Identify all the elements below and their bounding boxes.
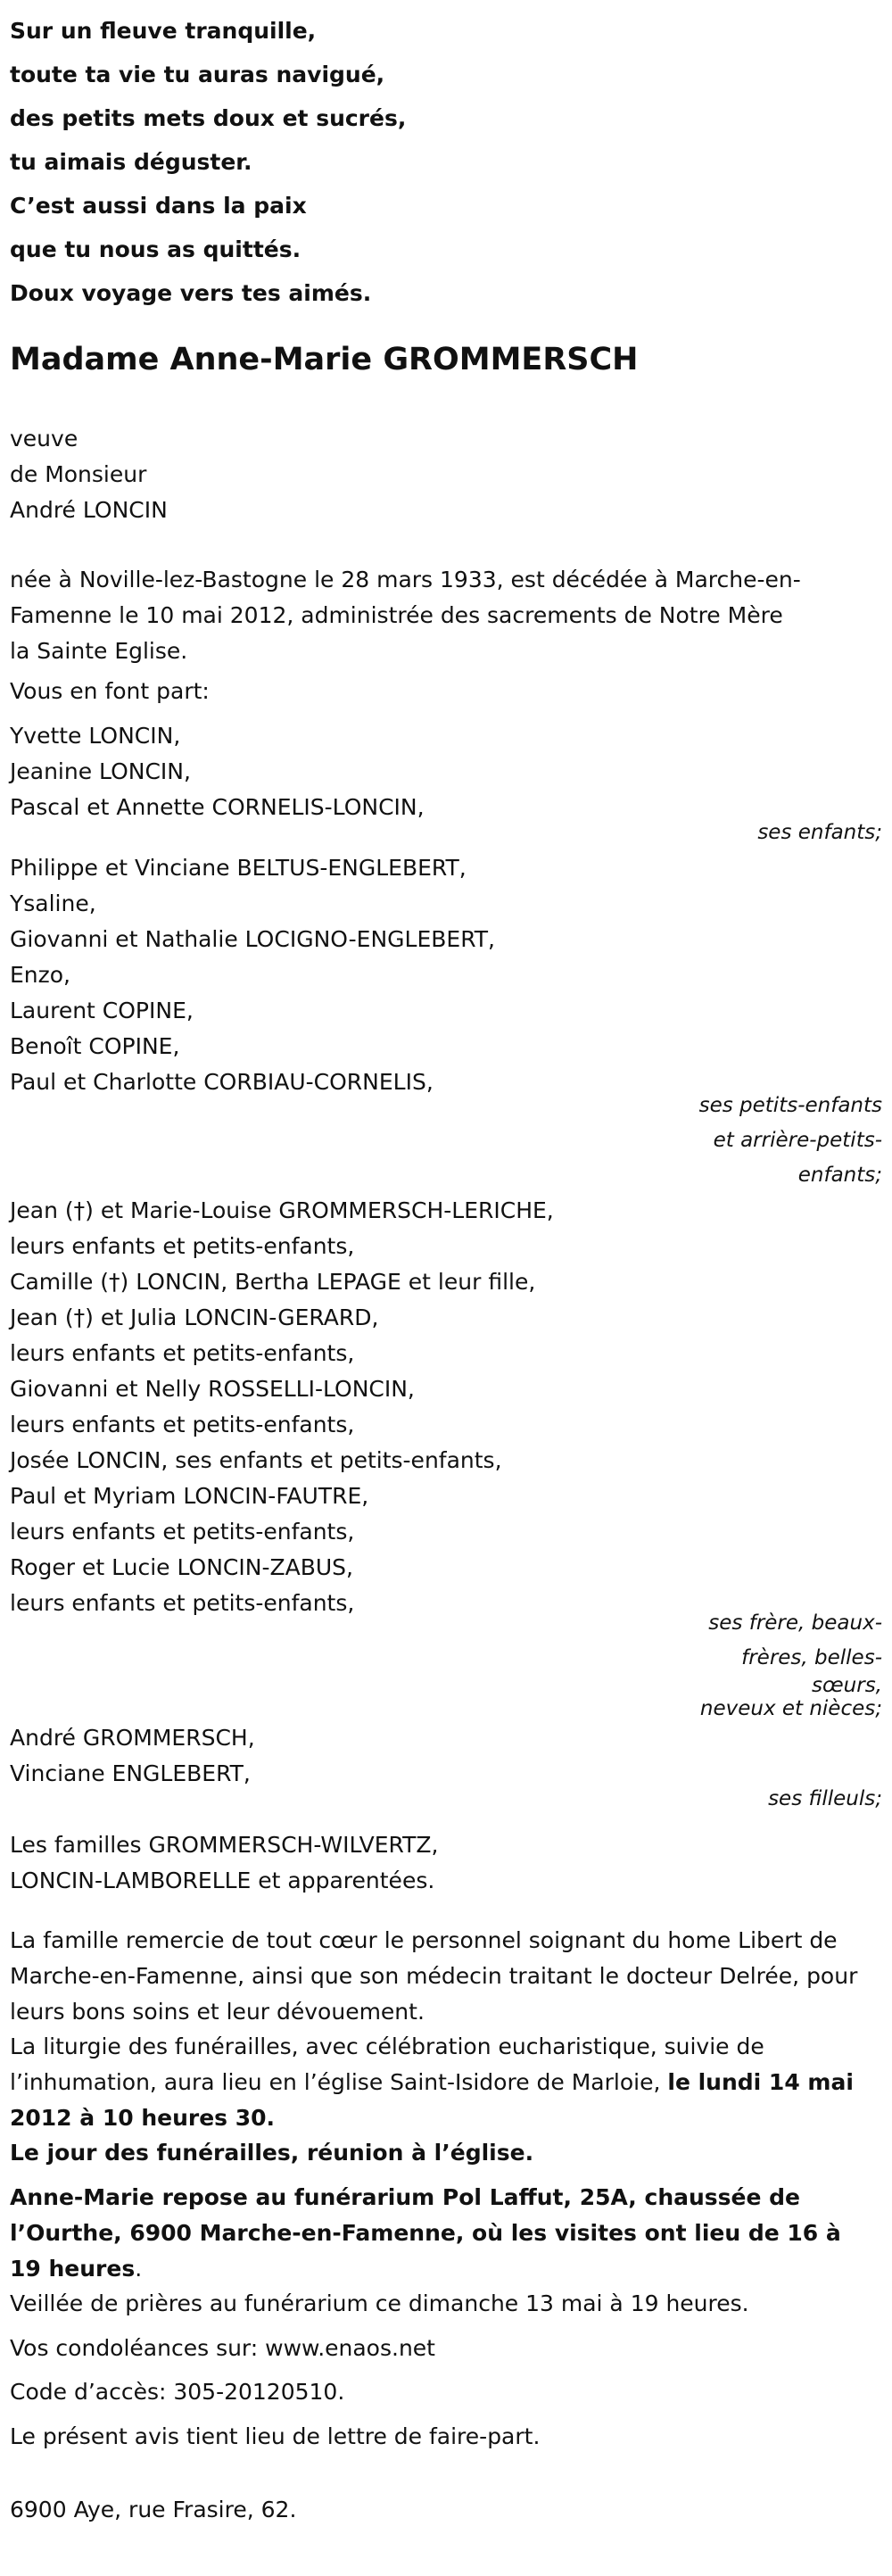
relation-line: enfants; xyxy=(797,1164,882,1187)
families-list xyxy=(10,1827,438,1899)
children-list xyxy=(10,718,425,825)
godchildren-list xyxy=(10,1720,255,1792)
funerarium-bold: Anne-Marie repose au funérarium Pol Laffut, 25A, chaussée de l’Ourthe, 6900 Marche-en-Famenne, où les visites ont lieu de 16 à 19 heures xyxy=(10,2184,841,2282)
poem-line: des petits mets doux et sucrés, xyxy=(10,105,407,131)
relation-line: sœurs, xyxy=(812,1674,882,1697)
reunion-bold: Le jour des funérailles, réunion à l’église. xyxy=(10,2140,534,2166)
poem-line: toute ta vie tu auras navigué, xyxy=(10,62,385,87)
liturgy-paragraph xyxy=(10,2029,880,2136)
poem-line: Doux voyage vers tes aimés. xyxy=(10,280,372,306)
relation-line: frères, belles- xyxy=(741,1646,882,1669)
address-text: 6900 Aye, rue Frasire, 62. xyxy=(10,2497,297,2522)
family-member: Benoît COPINE, xyxy=(10,1033,180,1059)
birth-death-paragraph: née à Noville-lez-Bastogne le 28 mars 1933, est décédée à Marche-en-Famenne le 10 mai 2012, administrée des sacrements de Notre Mère la Sainte Eglise. xyxy=(10,567,801,664)
relation-line: et arrière-petits- xyxy=(713,1129,882,1152)
thanks-paragraph: La famille remercie de tout cœur le personnel soignant du home Libert de Marche-en-Famenne, ainsi que son médecin traitant le docteur Delrée, pour leurs bons soins et leur dévouement. xyxy=(10,1927,858,2025)
poem-line: que tu nous as quittés. xyxy=(10,236,301,262)
relation-line: ses frère, beaux- xyxy=(708,1611,882,1635)
family-member: leurs enfants et petits-enfants, xyxy=(10,1412,355,1437)
funerarium-end: . xyxy=(135,2256,143,2282)
widow-of xyxy=(10,421,168,528)
family-line: LONCIN-LAMBORELLE et apparentées. xyxy=(10,1868,435,1893)
grandchildren-relation xyxy=(699,1089,882,1193)
family-member: Pascal et Annette CORNELIS-LONCIN, xyxy=(10,794,425,820)
family-member: Laurent COPINE, xyxy=(10,998,194,1023)
children-relation: ses enfants; xyxy=(757,821,882,844)
relation-line: ses petits-enfants xyxy=(698,1094,882,1117)
poem-line: C’est aussi dans la paix xyxy=(10,193,307,219)
family-member: Camille (†) LONCIN, Bertha LEPAGE et leur fille, xyxy=(10,1269,536,1295)
vigil-text: Veillée de prières au funérarium ce dimanche 13 mai à 19 heures. xyxy=(10,2290,749,2316)
poem xyxy=(10,9,406,315)
siblings-list xyxy=(10,1193,554,1621)
family-member: Giovanni et Nelly ROSSELLI-LONCIN, xyxy=(10,1376,415,1402)
widow-line: veuve xyxy=(10,426,78,451)
poem-line: tu aimais déguster. xyxy=(10,149,252,175)
family-member: leurs enfants et petits-enfants, xyxy=(10,1340,355,1366)
poem-line: Sur un fleuve tranquille, xyxy=(10,18,317,44)
intro-text: Vous en font part: xyxy=(10,678,210,704)
godchildren-relation: ses filleuls; xyxy=(768,1787,882,1810)
grandchildren-list xyxy=(10,850,495,1100)
relation-line: neveux et nièces; xyxy=(699,1697,882,1720)
family-member: Jean (†) et Marie-Louise GROMMERSCH-LERICHE, xyxy=(10,1197,554,1223)
deceased-name: Madame Anne-Marie GROMMERSCH xyxy=(10,342,639,377)
widow-line: André LONCIN xyxy=(10,497,168,523)
funerarium-paragraph xyxy=(10,2180,875,2287)
family-member: Giovanni et Nathalie LOCIGNO-ENGLEBERT, xyxy=(10,926,495,952)
family-member: Jean (†) et Julia LONCIN-GERARD, xyxy=(10,1305,379,1330)
family-member: leurs enfants et petits-enfants, xyxy=(10,1590,355,1616)
access-code-text: Code d’accès: 305-20120510. xyxy=(10,2379,345,2405)
family-member: Paul et Charlotte CORBIAU-CORNELIS, xyxy=(10,1069,434,1095)
liturgy-text: La liturgie des funérailles, avec célébration eucharistique, suivie de l’inhumation, aura lieu en l’église Saint-Isidore de Marloie, xyxy=(10,2033,764,2095)
family-member: Josée LONCIN, ses enfants et petits-enfants, xyxy=(10,1447,502,1473)
family-line: Les familles GROMMERSCH-WILVERTZ, xyxy=(10,1832,439,1858)
family-member: leurs enfants et petits-enfants, xyxy=(10,1233,355,1259)
condolences-text: Vos condoléances sur: www.enaos.net xyxy=(10,2335,435,2361)
reunion-text xyxy=(10,2135,533,2171)
widow-line: de Monsieur xyxy=(10,461,147,487)
notice-text: Le présent avis tient lieu de lettre de faire-part. xyxy=(10,2423,541,2449)
family-member: Vinciane ENGLEBERT, xyxy=(10,1760,251,1786)
family-member: André GROMMERSCH, xyxy=(10,1725,255,1751)
family-member: Roger et Lucie LONCIN-ZABUS, xyxy=(10,1554,353,1580)
family-member: Philippe et Vinciane BELTUS-ENGLEBERT, xyxy=(10,855,467,881)
family-member: Paul et Myriam LONCIN-FAUTRE, xyxy=(10,1483,369,1509)
family-member: Jeanine LONCIN, xyxy=(10,758,191,784)
siblings-relation xyxy=(700,1606,882,1722)
family-member: Yvette LONCIN, xyxy=(10,723,181,749)
family-member: leurs enfants et petits-enfants, xyxy=(10,1519,355,1545)
family-member: Ysaline, xyxy=(10,890,96,916)
liturgy-datetime: le lundi 14 mai 2012 à 10 heures 30. xyxy=(10,2069,854,2131)
family-member: Enzo, xyxy=(10,962,71,988)
